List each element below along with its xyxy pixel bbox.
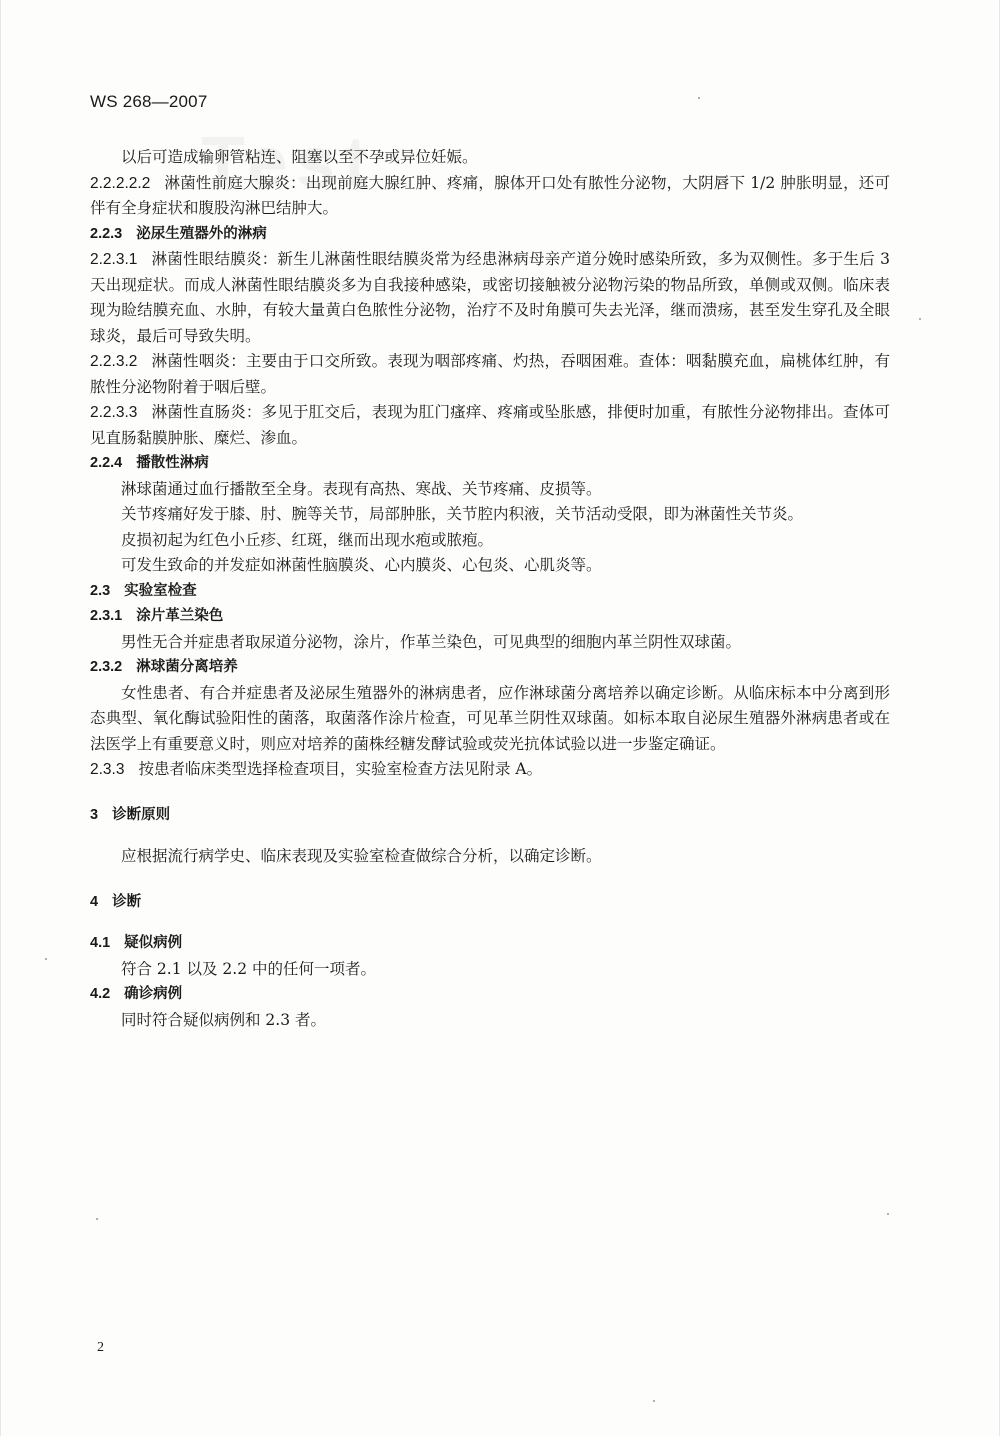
- heading-number: 3: [90, 806, 99, 823]
- paragraph: 女性患者、有合并症患者及泌尿生殖器外的淋病患者，应作淋球菌分离培养以确定诊断。从临床标本中分离到形态典型、氧化酶试验阳性的菌落，取菌落作涂片检查，可见革兰阴性双球菌。如标本取自泌尿生殖器外淋病患者或在法医学上有重要意义时，则应对培养的菌株经糖发酵试验或荧光抗体试验以进一步鉴定确证。: [90, 683, 890, 753]
- scan-speck: [45, 958, 47, 960]
- heading-2-2-3: [90, 222, 890, 248]
- heading-title: 诊断: [112, 893, 142, 910]
- heading-2-3: [90, 579, 890, 605]
- scan-speck: [653, 1400, 655, 1402]
- paragraph: 符合 2.1 以及 2.2 中的任何一项者。: [121, 959, 377, 978]
- heading-title: 淋球菌分离培养: [136, 659, 238, 675]
- scan-speck: [887, 1213, 889, 1215]
- heading-title: 诊断原则: [112, 806, 171, 823]
- heading-2-3-2: [90, 655, 890, 681]
- heading-number: 2.2.3: [90, 225, 123, 242]
- heading-number: 4: [90, 893, 99, 910]
- heading-number: 2.3: [90, 582, 111, 599]
- document-body: [90, 145, 890, 1033]
- heading-number: 4.1: [90, 935, 111, 951]
- heading-4-1: [90, 931, 890, 957]
- clause-text: 淋菌性咽炎：主要由于口交所致。表现为咽部疼痛、灼热，吞咽困难。查体：咽黏膜充血，扁桃体红肿，有脓性分泌物附着于咽后壁。: [90, 352, 890, 396]
- spacer: [90, 783, 890, 803]
- paragraph: 同时符合疑似病例和 2.3 者。: [121, 1010, 327, 1029]
- clause-2-2-2-2-2: [90, 171, 890, 222]
- scan-speck: [96, 1218, 98, 1220]
- heading-title: 确诊病例: [124, 986, 183, 1002]
- paragraph: 男性无合并症患者取尿道分泌物，涂片，作革兰染色，可见典型的细胞内革兰阴性双球菌。: [121, 632, 742, 651]
- clause-text: 按患者临床类型选择检查项目，实验室检查方法见附录 A。: [138, 760, 543, 778]
- heading-3: [90, 803, 890, 829]
- heading-2-2-4: [90, 451, 890, 477]
- scan-speck: [919, 318, 921, 320]
- clause-2-2-3-2: [90, 349, 890, 400]
- heading-title: 泌尿生殖器外的淋病: [136, 225, 267, 242]
- heading-title: 涂片革兰染色: [136, 608, 224, 624]
- heading-number: 2.3.2: [90, 659, 123, 675]
- spacer: [90, 915, 890, 931]
- clause-2-3-3: [90, 757, 890, 783]
- standard-code: WS 268—2007: [90, 92, 208, 111]
- clause-number: 2.2.2.2.2: [90, 174, 151, 192]
- spacer: [90, 828, 890, 844]
- paragraph: 关节疼痛好发于膝、肘、腕等关节，局部肿胀，关节腔内积液，关节活动受限，即为淋菌性关节炎。: [121, 505, 804, 523]
- heading-title: 实验室检查: [124, 582, 197, 599]
- clause-text: 淋菌性眼结膜炎：新生儿淋菌性眼结膜炎常为经患淋病母亲产道分娩时感染所致，多为双侧性。多于生后 3 天出现症状。而成人淋菌性眼结膜炎多为自我接种感染，或密切接触被分泌物污染的物品所致，单侧或双侧。临床表现为睑结膜充血、水肿，有较大量黄白色脓性分泌物，治疗不及时角膜可失去光泽，继而溃疡，甚至发生穿孔及全眼球炎，最后可导致失明。: [90, 250, 890, 345]
- heading-4-2: [90, 982, 890, 1008]
- paragraph: 以后可造成输卵管粘连、阻塞以至不孕或异位妊娠。: [121, 148, 478, 166]
- scan-speck: [698, 97, 700, 99]
- paragraph: 皮损初起为红色小丘疹、红斑，继而出现水疱或脓疱。: [121, 530, 494, 549]
- paragraph: 淋球菌通过血行播散至全身。表现有高热、寒战、关节疼痛、皮损等。: [121, 479, 602, 498]
- clause-text: 淋菌性直肠炎：多见于肛交后，表现为肛门瘙痒、疼痛或坠胀感，排便时加重，有脓性分泌物排出。查体可见直肠黏膜肿胀、糜烂、渗血。: [90, 403, 890, 447]
- spacer: [90, 870, 890, 890]
- paragraph: 应根据流行病学史、临床表现及实验室检查做综合分析，以确定诊断。: [121, 847, 602, 865]
- clause-number: 2.2.3.1: [90, 251, 138, 268]
- clause-2-2-3-1: [90, 247, 890, 349]
- paragraph: 可发生致命的并发症如淋菌性脑膜炎、心内膜炎、心包炎、心肌炎等。: [121, 556, 602, 574]
- heading-number: 2.3.1: [90, 608, 123, 624]
- clause-2-2-3-3: [90, 400, 890, 451]
- clause-text: 淋菌性前庭大腺炎：出现前庭大腺红肿、疼痛，腺体开口处有脓性分泌物，大阴唇下 1/2 肿胀明显，还可伴有全身症状和腹股沟淋巴结肿大。: [90, 173, 890, 217]
- heading-number: 2.2.4: [90, 455, 123, 471]
- heading-number: 4.2: [90, 986, 111, 1002]
- heading-4: [90, 890, 890, 916]
- clause-number: 2.2.3.2: [90, 353, 138, 370]
- heading-2-3-1: [90, 604, 890, 630]
- page-number: 2: [97, 1340, 104, 1355]
- clause-number: 2.3.3: [90, 761, 125, 778]
- heading-title: 播散性淋病: [136, 455, 209, 471]
- clause-number: 2.2.3.3: [90, 404, 138, 421]
- heading-title: 疑似病例: [124, 935, 183, 951]
